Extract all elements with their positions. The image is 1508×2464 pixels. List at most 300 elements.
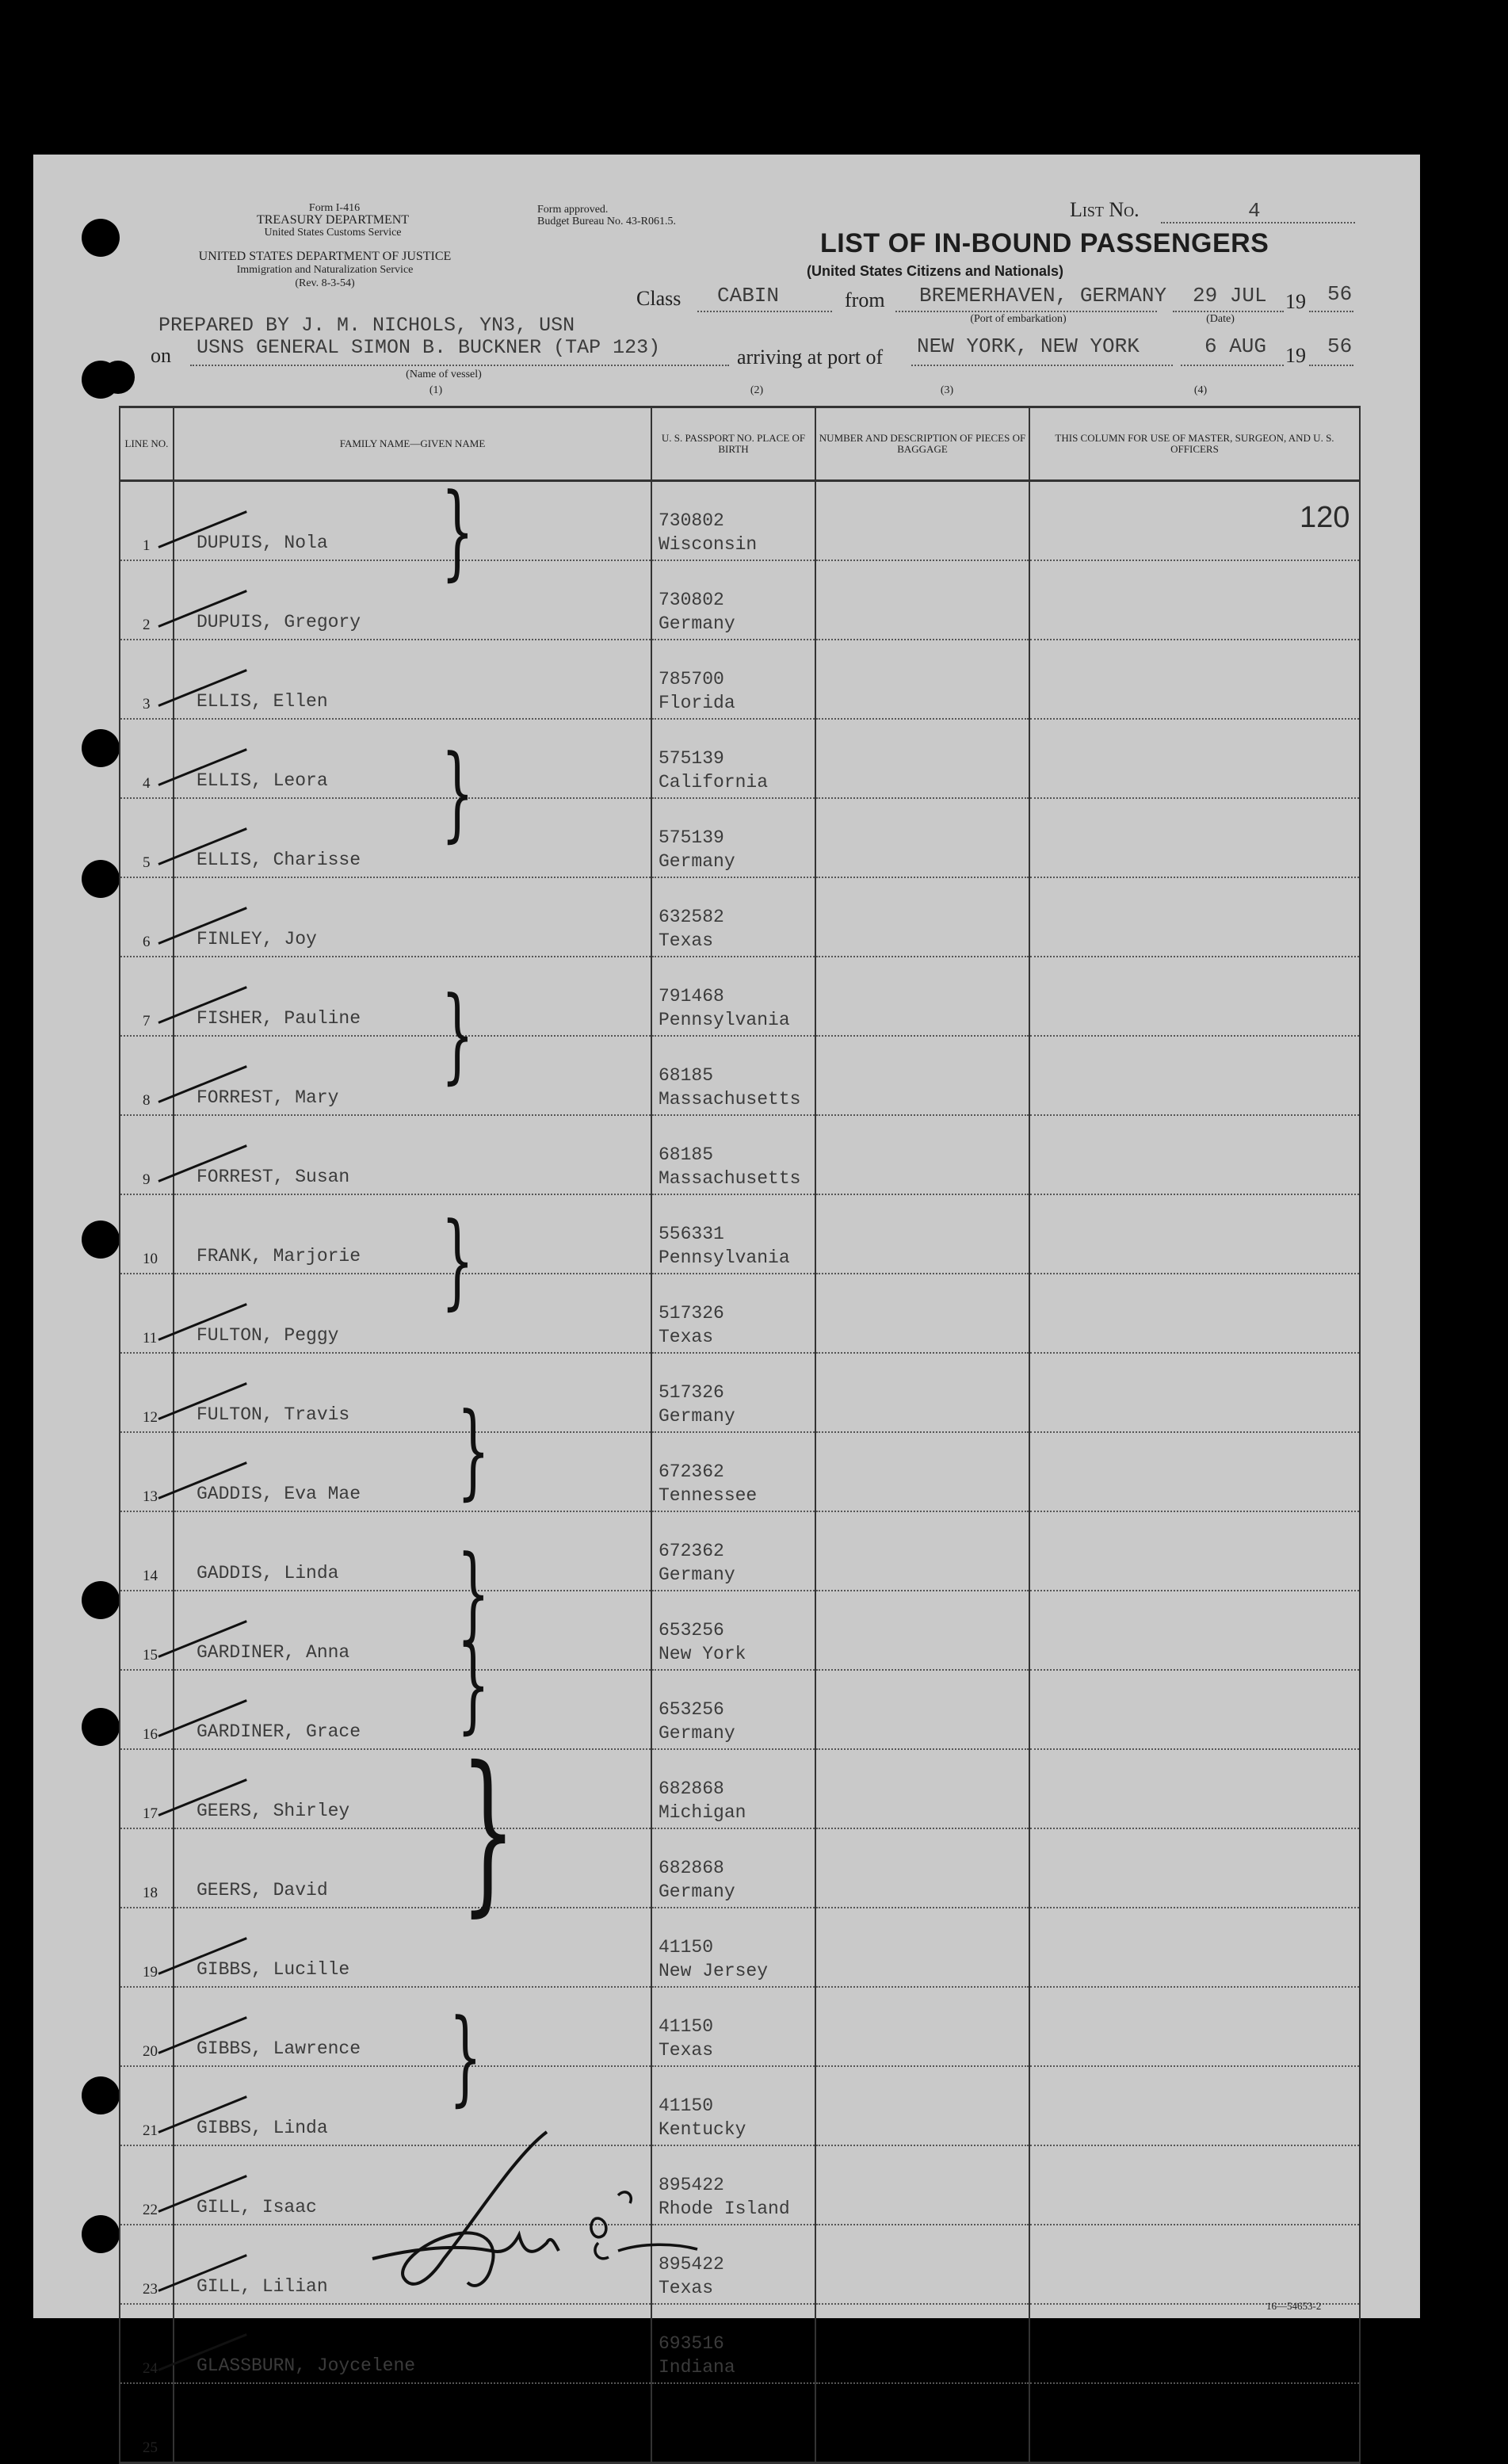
family-brace: } [449, 1996, 483, 2117]
footer-code: 16—54653-2 [1266, 2300, 1322, 2312]
line-number-cell [120, 719, 174, 798]
passport-number: 693516 [659, 2333, 724, 2354]
table-row [120, 1511, 1360, 1591]
officer-use-cell [1029, 877, 1360, 957]
passport-number: 68185 [659, 1144, 714, 1165]
line-number: 19 [143, 1964, 158, 1981]
passenger-name-cell [174, 560, 651, 640]
officer-use-cell [1029, 957, 1360, 1036]
passport-cell [651, 877, 815, 957]
place-of-birth: Florida [659, 693, 735, 713]
family-brace: } [456, 1624, 491, 1744]
table-row [120, 798, 1360, 877]
class-value: CABIN [717, 284, 780, 308]
officer-use-cell [1029, 719, 1360, 798]
passenger-name: FORREST, Mary [197, 1087, 339, 1108]
arrival-port-line [911, 365, 1173, 366]
passenger-name-cell [174, 1749, 651, 1828]
class-label: Class [636, 287, 681, 310]
departure-year: 56 [1327, 282, 1353, 306]
table-row [120, 1591, 1360, 1670]
baggage-cell [815, 1987, 1029, 2066]
passport-number: 41150 [659, 2016, 714, 2037]
passport-number: 632582 [659, 907, 724, 927]
list-no-value: 4 [1248, 199, 1261, 223]
passport-cell [651, 719, 815, 798]
passenger-name: FULTON, Travis [197, 1404, 350, 1425]
officer-use-cell [1029, 1036, 1360, 1115]
line-number: 20 [143, 2043, 158, 2060]
line-number: 5 [143, 854, 151, 871]
department-of-justice: UNITED STATES DEPARTMENT OF JUSTICE [198, 250, 452, 263]
table-row [120, 2225, 1360, 2304]
line-number-cell [120, 1115, 174, 1194]
passport-cell [651, 1432, 815, 1511]
arrival-year: 56 [1327, 334, 1353, 358]
baggage-cell [815, 481, 1029, 561]
passport-cell [651, 1591, 815, 1670]
table-row [120, 1194, 1360, 1274]
family-brace: } [441, 732, 475, 853]
baggage-cell [815, 1591, 1029, 1670]
passenger-name-cell [174, 481, 651, 561]
line-number: 12 [143, 1409, 158, 1426]
place-of-birth: Texas [659, 2040, 714, 2061]
passenger-name: GILL, Isaac [197, 2197, 317, 2218]
col-number-4: (4) [1193, 384, 1208, 396]
line-number-cell [120, 1908, 174, 1987]
table-row [120, 957, 1360, 1036]
line-number-cell [120, 957, 174, 1036]
port-embark-caption: (Port of embarkation) [970, 313, 1067, 325]
customs-service: United States Customs Service [264, 227, 402, 239]
line-number-cell [120, 481, 174, 561]
passport-cell [651, 640, 815, 719]
table-header-row [120, 407, 1360, 481]
header-line-no: LINE NO. [120, 407, 174, 481]
baggage-cell [815, 2145, 1029, 2225]
place-of-birth: New York [659, 1644, 746, 1664]
date-caption: (Date) [1206, 313, 1235, 325]
line-number: 16 [143, 1726, 158, 1743]
vessel-caption: (Name of vessel) [406, 369, 482, 380]
punch-hole [82, 729, 120, 767]
table-row [120, 719, 1360, 798]
form-approved: Form approved. [537, 204, 609, 216]
baggage-cell [815, 1511, 1029, 1591]
place-of-birth: Kentucky [659, 2119, 746, 2140]
passport-cell [651, 798, 815, 877]
officer-use-cell [1029, 1828, 1360, 1908]
line-number-cell [120, 877, 174, 957]
passport-number: 672362 [659, 1461, 724, 1482]
passport-number: 730802 [659, 590, 724, 610]
table-row [120, 1353, 1360, 1432]
baggage-cell [815, 798, 1029, 877]
passenger-name: GILL, Lilian [197, 2276, 328, 2297]
line-number-cell [120, 798, 174, 877]
passport-number: 895422 [659, 2254, 724, 2275]
passport-number: 575139 [659, 827, 724, 848]
header-passport: U. S. PASSPORT NO. PLACE OF BIRTH [651, 407, 815, 481]
form-number: Form I-416 [308, 202, 361, 214]
officer-use-cell [1029, 1670, 1360, 1749]
place-of-birth: Wisconsin [659, 534, 758, 555]
line-number: 8 [143, 1092, 151, 1109]
place-of-birth: California [659, 772, 769, 793]
family-brace: } [441, 471, 475, 591]
passport-cell [651, 1828, 815, 1908]
punch-hole [82, 219, 120, 257]
passenger-name-cell [174, 877, 651, 957]
passenger-name: GIBBS, Lawrence [197, 2038, 361, 2059]
officer-use-cell [1029, 2145, 1360, 2225]
table-row [120, 1036, 1360, 1115]
officer-use-cell [1029, 640, 1360, 719]
passenger-name: GARDINER, Anna [197, 1642, 350, 1663]
place-of-birth: Germany [659, 1564, 735, 1585]
passport-cell [651, 2383, 815, 2463]
line-number-cell [120, 640, 174, 719]
treasury-department: TREASURY DEPARTMENT [256, 213, 410, 227]
ins-service: Immigration and Naturalization Service [236, 264, 414, 276]
col-number-3: (3) [940, 384, 954, 396]
line-number: 9 [143, 1171, 151, 1188]
prepared-by: PREPARED BY J. M. NICHOLS, YN3, USN [158, 314, 575, 337]
line-number: 7 [143, 1013, 151, 1030]
line-number: 25 [143, 2439, 158, 2456]
passenger-name-cell [174, 1274, 651, 1353]
punch-hole [82, 2076, 120, 2114]
arrival-year-prefix: 19 [1285, 344, 1306, 367]
table-row [120, 2304, 1360, 2383]
passenger-name: FULTON, Peggy [197, 1325, 339, 1346]
passenger-name-cell [174, 1115, 651, 1194]
arrival-date-line [1181, 365, 1284, 366]
passenger-name-cell [174, 1353, 651, 1432]
signature [357, 2124, 737, 2298]
place-of-birth: Germany [659, 851, 735, 872]
line-number: 21 [143, 2122, 158, 2139]
line-number: 18 [143, 1885, 158, 1901]
arrival-year-line [1309, 365, 1353, 366]
passport-cell [651, 1749, 815, 1828]
baggage-cell [815, 1432, 1029, 1511]
port-of-embarkation: BREMERHAVEN, GERMANY [919, 284, 1167, 308]
passport-cell [651, 2304, 815, 2383]
line-number-cell [120, 1194, 174, 1274]
baggage-cell [815, 1115, 1029, 1194]
line-number-cell [120, 1036, 174, 1115]
table-row [120, 1828, 1360, 1908]
passenger-name: GIBBS, Linda [197, 2118, 328, 2138]
baggage-cell [815, 640, 1029, 719]
place-of-birth: Tennessee [659, 1485, 758, 1506]
col-number-1: (1) [429, 384, 443, 396]
passenger-name-cell [174, 1194, 651, 1274]
passenger-name: GIBBS, Lucille [197, 1959, 350, 1980]
baggage-cell [815, 1036, 1029, 1115]
passport-number: 41150 [659, 2095, 714, 2116]
col-number-2: (2) [750, 384, 764, 396]
budget-bureau: Budget Bureau No. 43-R061.5. [537, 216, 676, 227]
officer-use-cell [1029, 2304, 1360, 2383]
baggage-cell [815, 877, 1029, 957]
line-number: 3 [143, 696, 151, 712]
line-number: 2 [143, 617, 151, 633]
arrival-port: NEW YORK, NEW YORK [917, 334, 1140, 358]
punch-hole [82, 2215, 120, 2253]
passenger-name-cell [174, 2304, 651, 2383]
baggage-cell [815, 1353, 1029, 1432]
passenger-name: GARDINER, Grace [197, 1721, 361, 1742]
baggage-cell [815, 1194, 1029, 1274]
class-line [697, 311, 832, 312]
line-number: 14 [143, 1568, 158, 1584]
line-number: 11 [143, 1330, 158, 1347]
table-row [120, 1987, 1360, 2066]
passenger-name-cell [174, 798, 651, 877]
from-label: from [845, 288, 885, 311]
passenger-name-cell [174, 1670, 651, 1749]
table-row [120, 2145, 1360, 2225]
table-row [120, 640, 1360, 719]
passenger-name-cell [174, 1828, 651, 1908]
page-subtitle: (United States Citizens and Nationals) [807, 263, 1064, 279]
punch-hole [82, 1708, 120, 1746]
line-number-cell [120, 2225, 174, 2304]
family-brace: } [441, 974, 475, 1094]
passenger-name-cell [174, 1036, 651, 1115]
passport-number: 791468 [659, 986, 724, 1007]
line-number: 17 [143, 1805, 158, 1822]
passport-cell [651, 1194, 815, 1274]
baggage-cell [815, 1670, 1029, 1749]
passport-number: 730802 [659, 510, 724, 531]
officer-use-cell [1029, 1591, 1360, 1670]
officer-use-cell [1029, 560, 1360, 640]
place-of-birth: Massachusetts [659, 1168, 801, 1189]
vessel-name: USNS GENERAL SIMON B. BUCKNER (TAP 123) [197, 336, 661, 359]
baggage-cell [815, 1908, 1029, 1987]
line-number-cell [120, 2145, 174, 2225]
line-number: 15 [143, 1647, 158, 1664]
arrival-date: 6 AUG [1204, 334, 1267, 358]
officer-use-cell [1029, 1749, 1360, 1828]
officer-use-cell [1029, 1274, 1360, 1353]
line-number: 23 [143, 2281, 158, 2298]
passenger-name-cell [174, 1908, 651, 1987]
line-number-cell [120, 2383, 174, 2463]
line-number-cell [120, 2304, 174, 2383]
passport-number: 895422 [659, 2175, 724, 2195]
passport-cell [651, 481, 815, 561]
passport-number: 517326 [659, 1382, 724, 1403]
passport-number: 682868 [659, 1778, 724, 1799]
baggage-cell [815, 1828, 1029, 1908]
place-of-birth: Texas [659, 2278, 714, 2298]
page-title: LIST OF IN-BOUND PASSENGERS [820, 228, 1269, 258]
passport-cell [651, 560, 815, 640]
officer-use-cell [1029, 798, 1360, 877]
line-number-cell [120, 1511, 174, 1591]
arriving-label: arriving at port of [737, 346, 884, 369]
baggage-cell [815, 560, 1029, 640]
baggage-cell [815, 2225, 1029, 2304]
passport-number: 68185 [659, 1065, 714, 1086]
passenger-name: FRANK, Marjorie [197, 1246, 361, 1266]
passenger-name: FINLEY, Joy [197, 929, 317, 949]
line-number: 1 [143, 537, 151, 554]
line-number: 13 [143, 1488, 158, 1505]
line-number-cell [120, 1432, 174, 1511]
passenger-name-cell [174, 1591, 651, 1670]
header-name: FAMILY NAME—GIVEN NAME [174, 407, 651, 481]
passenger-name: GEERS, David [197, 1880, 328, 1901]
place-of-birth: Germany [659, 613, 735, 634]
place-of-birth: Pennsylvania [659, 1010, 790, 1030]
baggage-cell [815, 1274, 1029, 1353]
table-row [120, 877, 1360, 957]
from-line [895, 311, 1157, 312]
line-number-cell [120, 1749, 174, 1828]
place-of-birth: Germany [659, 1723, 735, 1744]
place-of-birth: Pennsylvania [659, 1247, 790, 1268]
passenger-name: ELLIS, Charisse [197, 850, 361, 870]
passport-cell [651, 1115, 815, 1194]
table-row [120, 2066, 1360, 2145]
baggage-cell [815, 1749, 1029, 1828]
table-row [120, 1670, 1360, 1749]
passport-number: 682868 [659, 1858, 724, 1878]
punch-hole [82, 1581, 120, 1619]
table-row [120, 1432, 1360, 1511]
passport-number: 672362 [659, 1541, 724, 1561]
place-of-birth: Indiana [659, 2357, 735, 2378]
baggage-cell [815, 2066, 1029, 2145]
passport-number: 653256 [659, 1699, 724, 1720]
punch-hole [82, 1221, 120, 1259]
passenger-name: FISHER, Pauline [197, 1008, 361, 1029]
passport-cell [651, 1036, 815, 1115]
table-row [120, 1274, 1360, 1353]
line-number: 24 [143, 2360, 158, 2377]
family-brace: } [456, 1533, 491, 1653]
table-row [120, 560, 1360, 640]
punch-hole [82, 860, 120, 898]
passenger-name: GEERS, Shirley [197, 1801, 350, 1821]
passport-number: 653256 [659, 1620, 724, 1641]
officer-use-cell [1029, 1194, 1360, 1274]
passenger-table [119, 406, 1361, 2464]
form-revision: (Rev. 8-3-54) [295, 277, 355, 289]
passport-number: 785700 [659, 669, 724, 690]
table-row [120, 481, 1360, 561]
passenger-name: DUPUIS, Gregory [197, 612, 361, 632]
line-number-cell [120, 1274, 174, 1353]
place-of-birth: New Jersey [659, 1961, 769, 1981]
passenger-name-cell [174, 2383, 651, 2463]
header-baggage: NUMBER AND DESCRIPTION OF PIECES OF BAGGAGE [815, 407, 1029, 481]
officer-use-cell [1029, 2225, 1360, 2304]
passport-cell [651, 1987, 815, 2066]
line-number-cell [120, 1591, 174, 1670]
officer-use-cell [1029, 2383, 1360, 2463]
passport-cell [651, 1274, 815, 1353]
family-brace: } [456, 1390, 491, 1511]
place-of-birth: Texas [659, 1327, 714, 1347]
passport-cell [651, 957, 815, 1036]
depart-year-line [1309, 311, 1353, 312]
line-number-cell [120, 1828, 174, 1908]
passport-number: 556331 [659, 1224, 724, 1244]
table-row [120, 1115, 1360, 1194]
vessel-line [190, 365, 729, 366]
header-officers: THIS COLUMN FOR USE OF MASTER, SURGEON, AND U. S. OFFICERS [1029, 407, 1360, 481]
passport-number: 575139 [659, 748, 724, 769]
line-number: 22 [143, 2202, 158, 2218]
passenger-name: GADDIS, Linda [197, 1563, 339, 1583]
line-number-cell [120, 1670, 174, 1749]
departure-date: 29 JUL [1193, 284, 1267, 308]
family-brace: } [441, 1200, 475, 1320]
line-number-cell [120, 1987, 174, 2066]
passenger-name-cell [174, 1511, 651, 1591]
passport-cell [651, 1908, 815, 1987]
officer-use-cell [1029, 1987, 1360, 2066]
line-number-cell [120, 560, 174, 640]
passenger-name-cell [174, 1987, 651, 2066]
table-row [120, 2383, 1360, 2463]
passport-cell [651, 1353, 815, 1432]
place-of-birth: Texas [659, 930, 714, 951]
officer-use-cell [1029, 1908, 1360, 1987]
passport-cell [651, 1670, 815, 1749]
on-label: on [151, 344, 171, 367]
passenger-name: GLASSBURN, Joycelene [197, 2355, 416, 2376]
family-brace: } [460, 1729, 516, 1932]
officer-use-cell [1029, 1115, 1360, 1194]
line-number: 10 [143, 1251, 158, 1267]
place-of-birth: Massachusetts [659, 1089, 801, 1110]
place-of-birth: Michigan [659, 1802, 746, 1823]
table-row [120, 1749, 1360, 1828]
passport-number: 41150 [659, 1937, 714, 1958]
depart-date-line [1173, 311, 1284, 312]
officer-use-cell [1029, 1353, 1360, 1432]
passenger-name: GADDIS, Eva Mae [197, 1484, 361, 1504]
passenger-name-cell [174, 719, 651, 798]
passenger-name-cell [174, 957, 651, 1036]
passenger-name-cell [174, 1432, 651, 1511]
passport-cell [651, 1511, 815, 1591]
passenger-name-cell [174, 640, 651, 719]
officer-use-cell [1029, 2066, 1360, 2145]
line-number-cell [120, 1353, 174, 1432]
officer-annotation: 120 [1300, 501, 1350, 534]
passport-number: 517326 [659, 1303, 724, 1324]
line-number: 6 [143, 934, 151, 950]
baggage-cell [815, 957, 1029, 1036]
officer-use-cell [1029, 1432, 1360, 1511]
passenger-name: ELLIS, Ellen [197, 691, 328, 712]
place-of-birth: Germany [659, 1881, 735, 1902]
place-of-birth: Rhode Island [659, 2198, 790, 2219]
baggage-cell [815, 2383, 1029, 2463]
line-number: 4 [143, 775, 151, 792]
passenger-name: FORREST, Susan [197, 1167, 350, 1187]
baggage-cell [815, 719, 1029, 798]
